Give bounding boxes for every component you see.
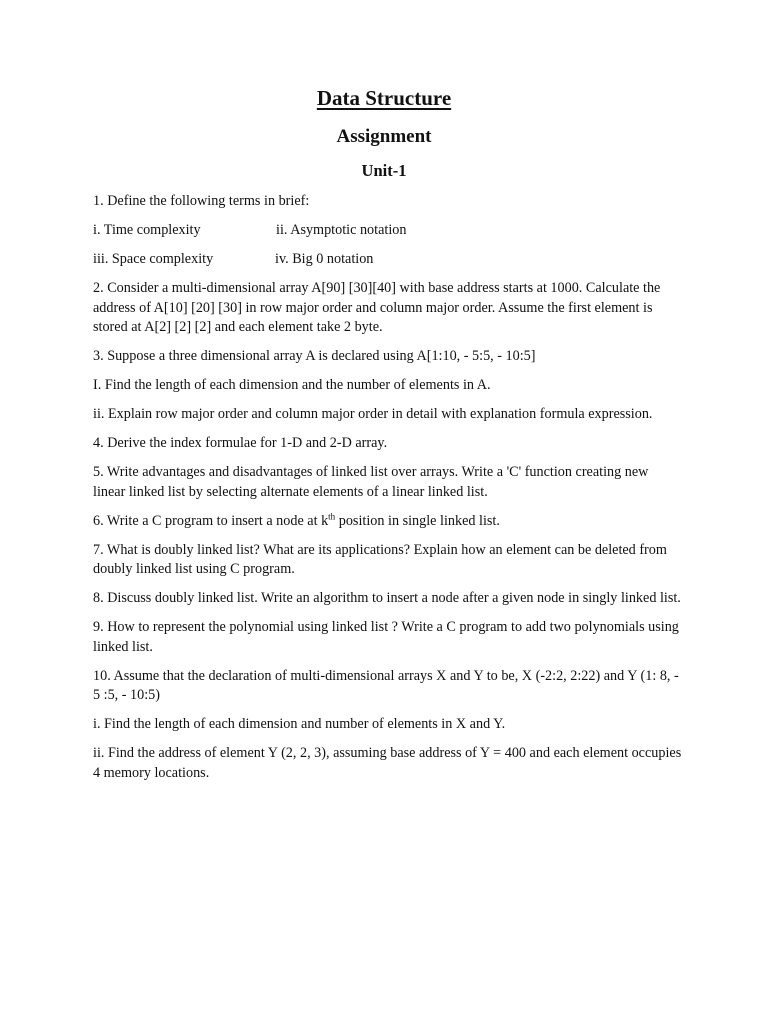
question-4: 4. Derive the index formulae for 1-D and 2-D array. (93, 435, 388, 451)
question-6 (93, 512, 683, 532)
question-1: 1. Define the following terms in brief: (93, 193, 310, 209)
question-3-part-ii: ii. Explain row major order and column major order in detail with explanation formula expression. (93, 406, 653, 422)
q1-terms-row-2 (93, 250, 683, 270)
question-3: 3. Suppose a three dimensional array A is declared using A[1:10, - 5:5, - 10:5] (93, 348, 536, 364)
question-7: 7. What is doubly linked list? What are its applications? Explain how an element can be deleted from doubly linked list using C program. (93, 541, 667, 577)
question-6-text-end: position in single linked list. (335, 512, 500, 529)
question-6-text-start: 6. Write a C program to insert a node at k (93, 512, 329, 529)
q1-term-i: i. Time complexity (93, 222, 201, 238)
document-subtitle: Assignment (336, 126, 432, 147)
document-title: Data Structure (316, 86, 452, 110)
question-10: 10. Assume that the declaration of multi-dimensional arrays X and Y to be, X (-2:2, 2:22) and Y (1: 8, - 5 :5, - 10:5) (93, 667, 679, 703)
question-10-part-i: i. Find the length of each dimension and number of elements in X and Y. (93, 716, 506, 732)
question-6-superscript: th (328, 510, 336, 521)
question-9: 9. How to represent the polynomial using linked list ? Write a C program to add two polynomials using linked list. (93, 619, 679, 655)
unit-heading: Unit-1 (361, 161, 407, 180)
q1-term-iv: iv. Big 0 notation (275, 251, 374, 267)
q1-term-ii: ii. Asymptotic notation (276, 222, 407, 238)
question-8: 8. Discuss doubly linked list. Write an algorithm to insert a node after a given node in singly linked list. (93, 590, 681, 606)
question-3-part-i: I. Find the length of each dimension and the number of elements in A. (93, 377, 491, 393)
question-10-part-ii: ii. Find the address of element Y (2, 2, 3), assuming base address of Y = 400 and each element occupies 4 memory locations. (93, 745, 682, 781)
question-5: 5. Write advantages and disadvantages of linked list over arrays. Write a 'C' function creating new linear linked list by selecting alternate elements of a linear linked list. (93, 464, 649, 500)
assignment-body (93, 192, 683, 793)
q1-term-iii: iii. Space complexity (93, 251, 214, 267)
question-2: 2. Consider a multi-dimensional array A[90] [30][40] with base address starts at 1000. Calculate the address of A[10] [20] [30] in row major order and column major order. Assume the first element is stored at A[2] [2] [2] and each element take 2 byte. (93, 280, 661, 335)
q1-terms-row-1 (93, 221, 683, 241)
